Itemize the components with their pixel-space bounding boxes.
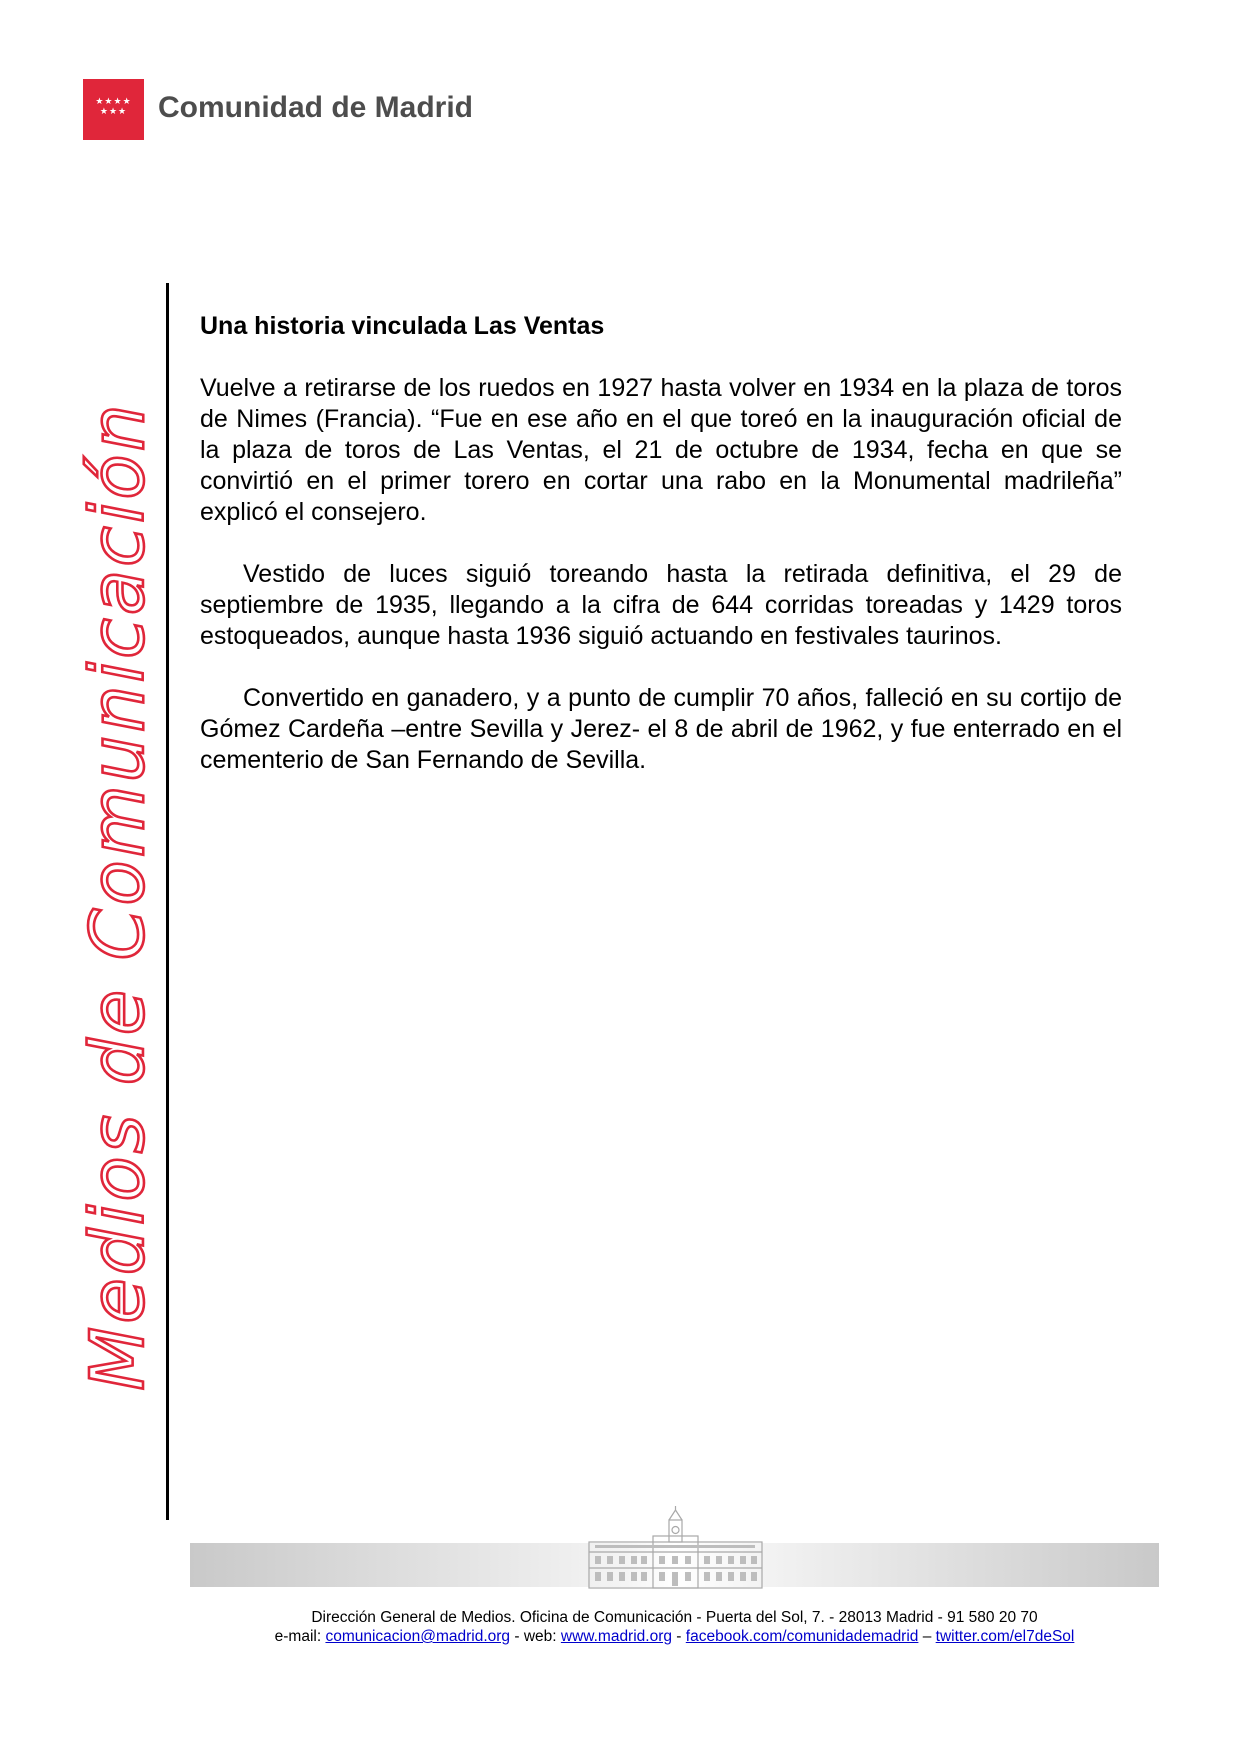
- separator: –: [918, 1628, 936, 1645]
- logo-text: Comunidad de Madrid: [158, 91, 473, 124]
- facebook-link[interactable]: facebook.com/comunidademadrid: [685, 1628, 919, 1645]
- logo-emblem: [83, 79, 144, 140]
- paragraph: Convertido en ganadero, y a punto de cumplir 70 años, falleció en su cortijo de Gómez Cardeña –entre Sevilla y Jerez- el 8 de abril de 1962, y fue enterrado en el cementerio de San Fernando de Sevilla.: [200, 684, 1122, 774]
- separator: -: [672, 1628, 686, 1645]
- article-heading: Una historia vinculada Las Ventas: [200, 312, 605, 340]
- vertical-divider: [166, 283, 169, 1520]
- footer-links: [190, 1627, 1159, 1646]
- building-icon: [583, 1506, 768, 1589]
- paragraph: Vuelve a retirarse de los ruedos en 1927 hasta volver en 1934 en la plaza de toros de Nimes (Francia). “Fue en ese año en el que toreó en la inauguración oficial de la plaza de toros de Las Ventas, el 21 de octubre de 1934, fecha en que se convirtió en el primer torero en cortar una rabo en la Monumental madrileña” explicó el consejero.: [200, 374, 1122, 526]
- paragraph: Vestido de luces siguió toreando hasta la retirada definitiva, el 29 de septiembre de 1935, llegando a la cifra de 644 corridas toreadas y 1429 toros estoqueados, aunque hasta 1936 siguió actuando en festivales taurinos.: [200, 560, 1122, 650]
- twitter-link[interactable]: twitter.com/el7deSol: [935, 1628, 1075, 1645]
- footer: [190, 1608, 1159, 1646]
- article-body: [200, 310, 1122, 807]
- seven-stars-icon: ★★★★ ★★★: [95, 97, 132, 117]
- footer-address: Dirección General de Medios. Oficina de Comunicación - Puerta del Sol, 7. - 28013 Madrid - 91 580 20 70: [311, 1609, 1038, 1626]
- email-link[interactable]: comunicacion@madrid.org: [325, 1628, 511, 1645]
- web-link[interactable]: www.madrid.org: [560, 1628, 672, 1645]
- email-label: e-mail:: [274, 1628, 326, 1645]
- web-label: - web:: [510, 1628, 561, 1645]
- side-title: Medios de Comunicación: [75, 401, 161, 1391]
